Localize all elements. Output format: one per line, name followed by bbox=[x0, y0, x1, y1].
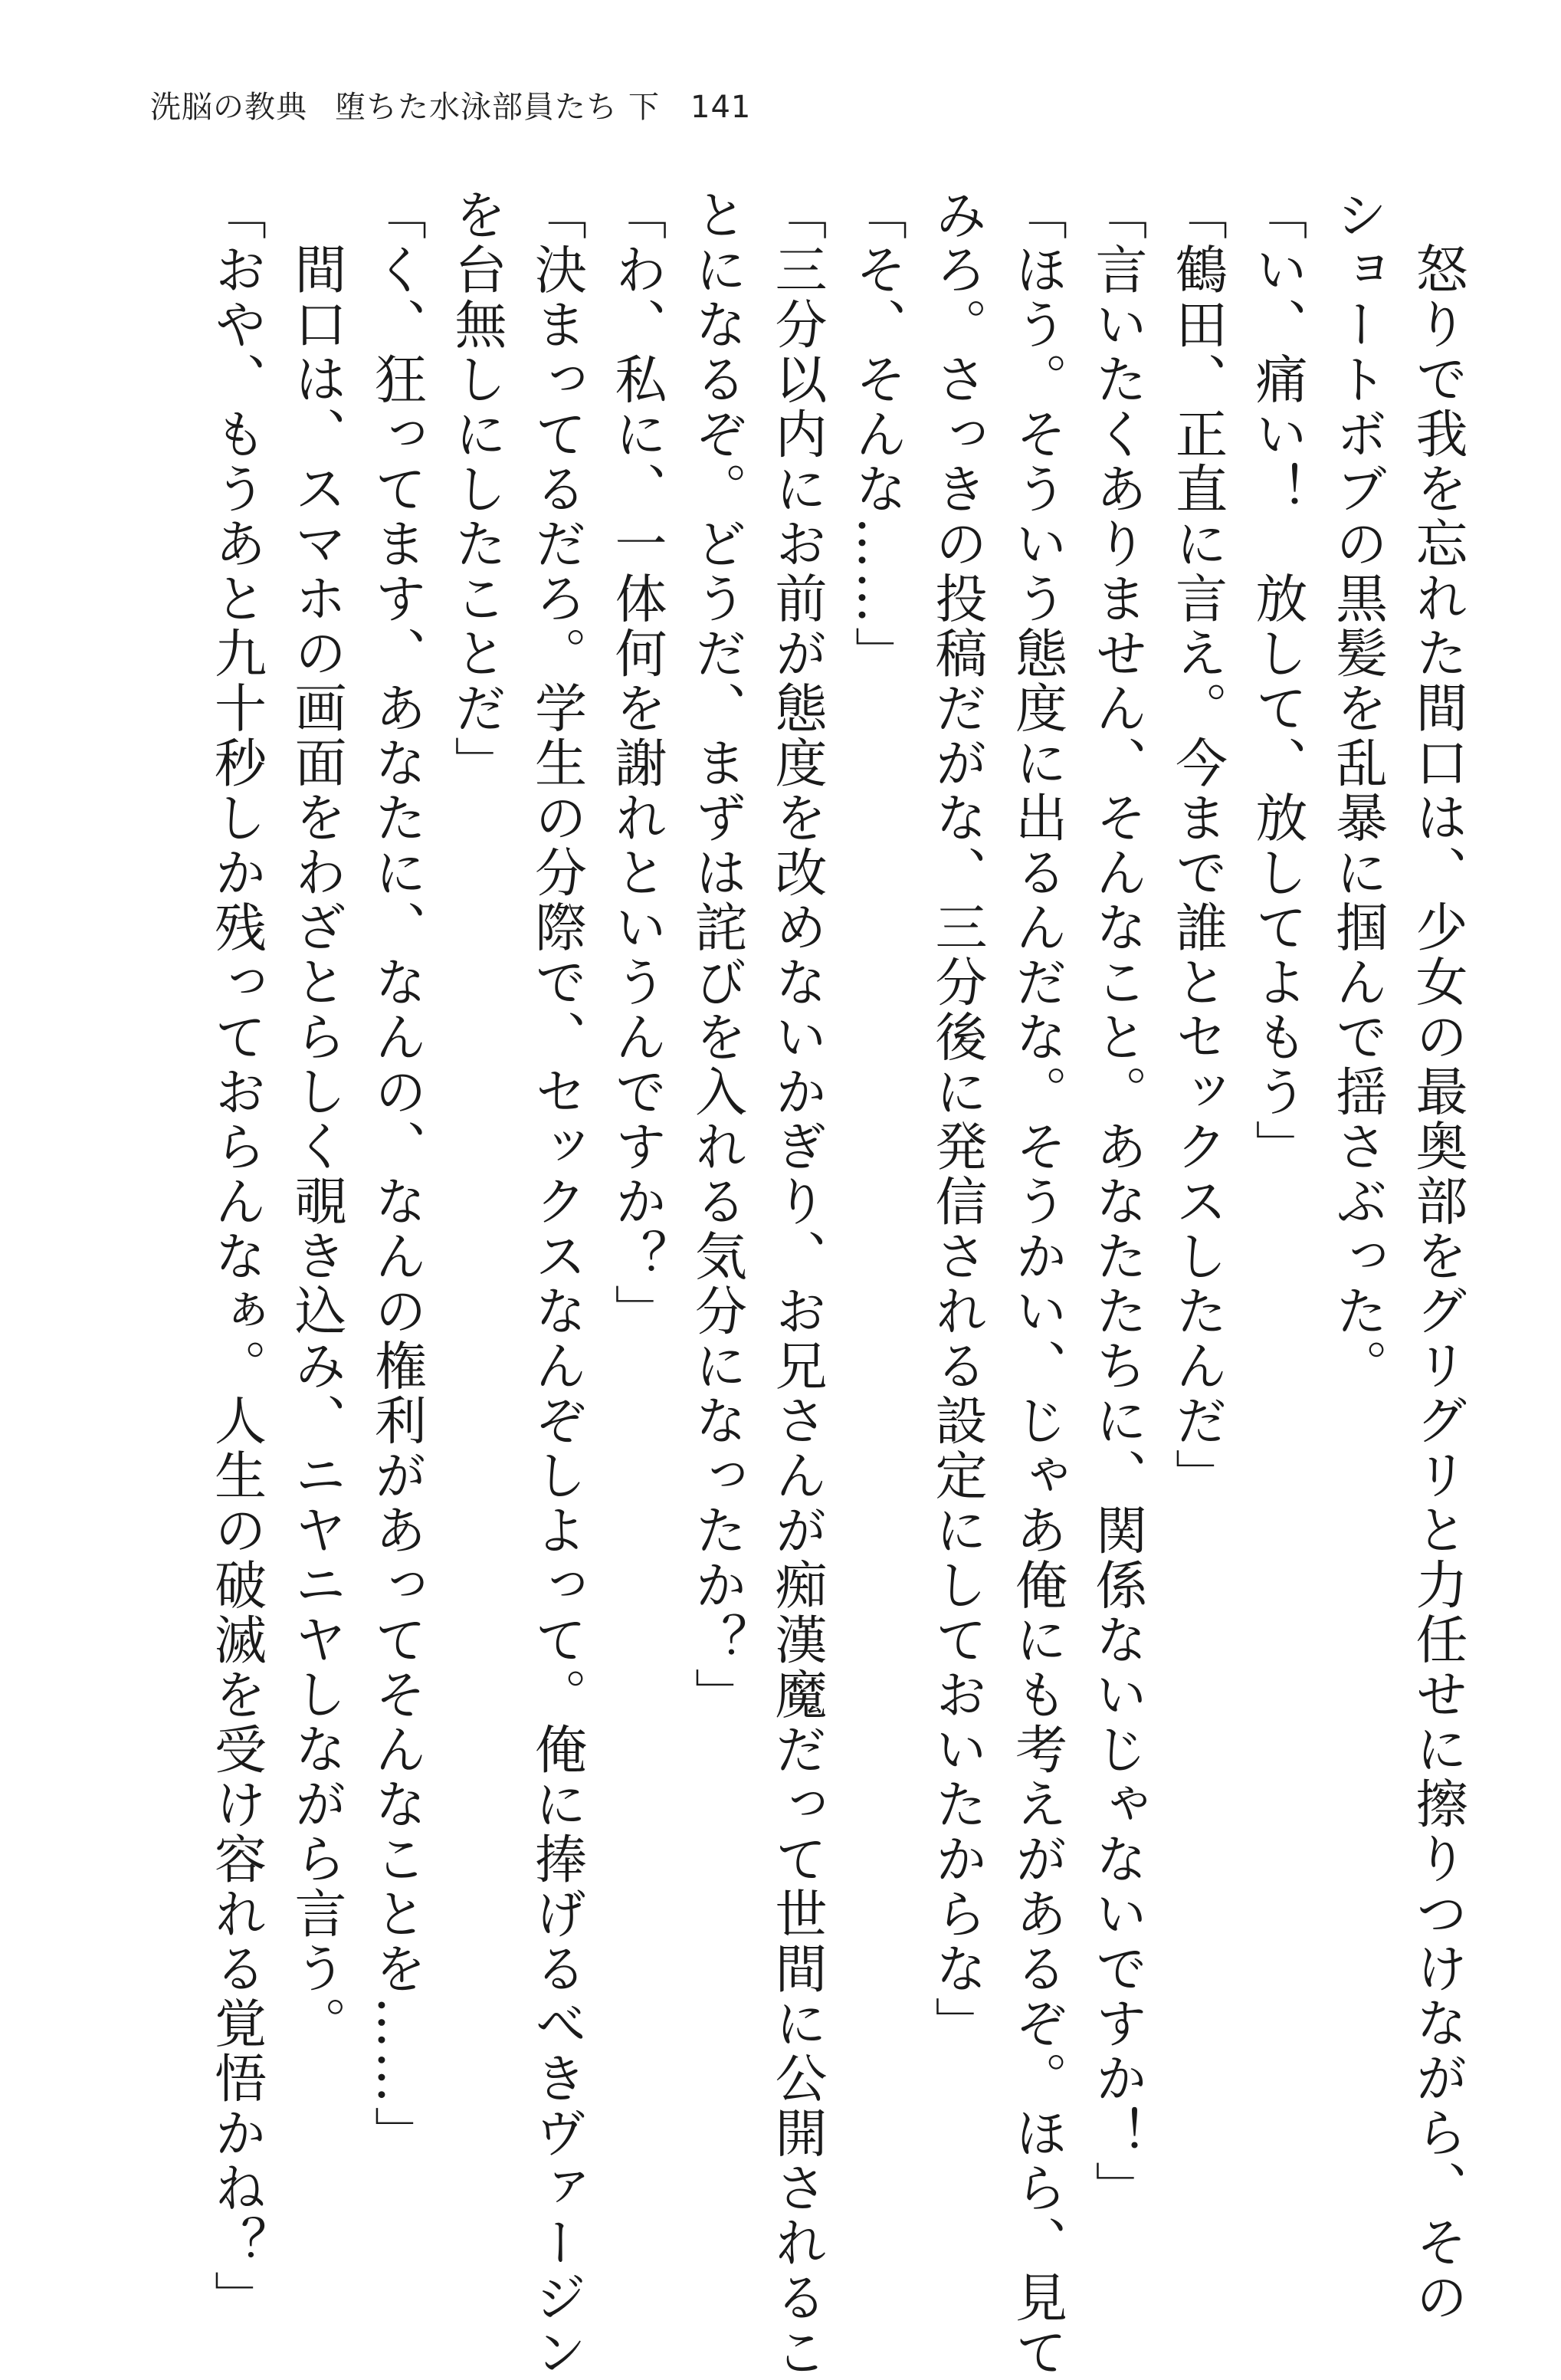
text-line: 「そ、そんな……」 bbox=[846, 188, 907, 681]
text-line: みろ。さっきの投稿だがな、三分後に発信される設定にしておいたからな」 bbox=[926, 188, 987, 2051]
text-line: 間口は、スマホの画面をわざとらしく覗き込み、ニヤニヤしながら言う。 bbox=[286, 242, 346, 2051]
text-line: 怒りで我を忘れた間口は、少女の最奥部をグリグリと力任せに擦りつけながら、その bbox=[1407, 242, 1468, 2325]
page-number: 141 bbox=[690, 90, 752, 125]
text-line: 「く、狂ってます、あなたに、なんの、なんの権利があってそんなことを……」 bbox=[366, 188, 427, 2161]
text-line: 「決まってるだろ。学生の分際で、セックスなんぞしよって。俺に捧げるべきヴァージン bbox=[526, 188, 587, 2380]
text-line: 「三分以内にお前が態度を改めないかぎり、お兄さんが痴漢魔だって世間に公開されるこ bbox=[766, 188, 827, 2380]
text-line: ショートボブの黒髪を乱暴に掴んで揺さぶった。 bbox=[1327, 188, 1388, 1394]
running-head bbox=[150, 86, 751, 129]
text-line: を台無しにしたことだ」 bbox=[446, 188, 507, 791]
text-line: 「おや、もうあと九十秒しか残っておらんなぁ。人生の破滅を受け容れる覚悟かね？」 bbox=[205, 188, 267, 2326]
text-line: 「ほう。そういう態度に出るんだな。そうかい、じゃあ俺にも考えがあるぞ。ほら、見て bbox=[1006, 188, 1067, 2380]
book-subtitle: 堕ちた水泳部員たち bbox=[335, 90, 618, 125]
text-line: とになるぞ。どうだ、まずは詫びを入れる気分になったか？」 bbox=[686, 188, 747, 1722]
book-title: 洗脳の教典 bbox=[150, 90, 307, 125]
text-line: 「鶴田、正直に言え。今まで誰とセックスしたんだ」 bbox=[1166, 188, 1228, 1503]
text-line: 「い、痛い！ 放して、放してよもう」 bbox=[1247, 188, 1307, 1174]
text-line: 「わ、私に、一体何を謝れというんですか？」 bbox=[606, 188, 667, 1339]
vertical-body-text bbox=[195, 188, 1477, 2380]
volume-label: 下 bbox=[628, 90, 660, 125]
text-line: 「言いたくありません、そんなこと。あなたたちに、関係ないじゃないですか！」 bbox=[1087, 188, 1147, 2216]
